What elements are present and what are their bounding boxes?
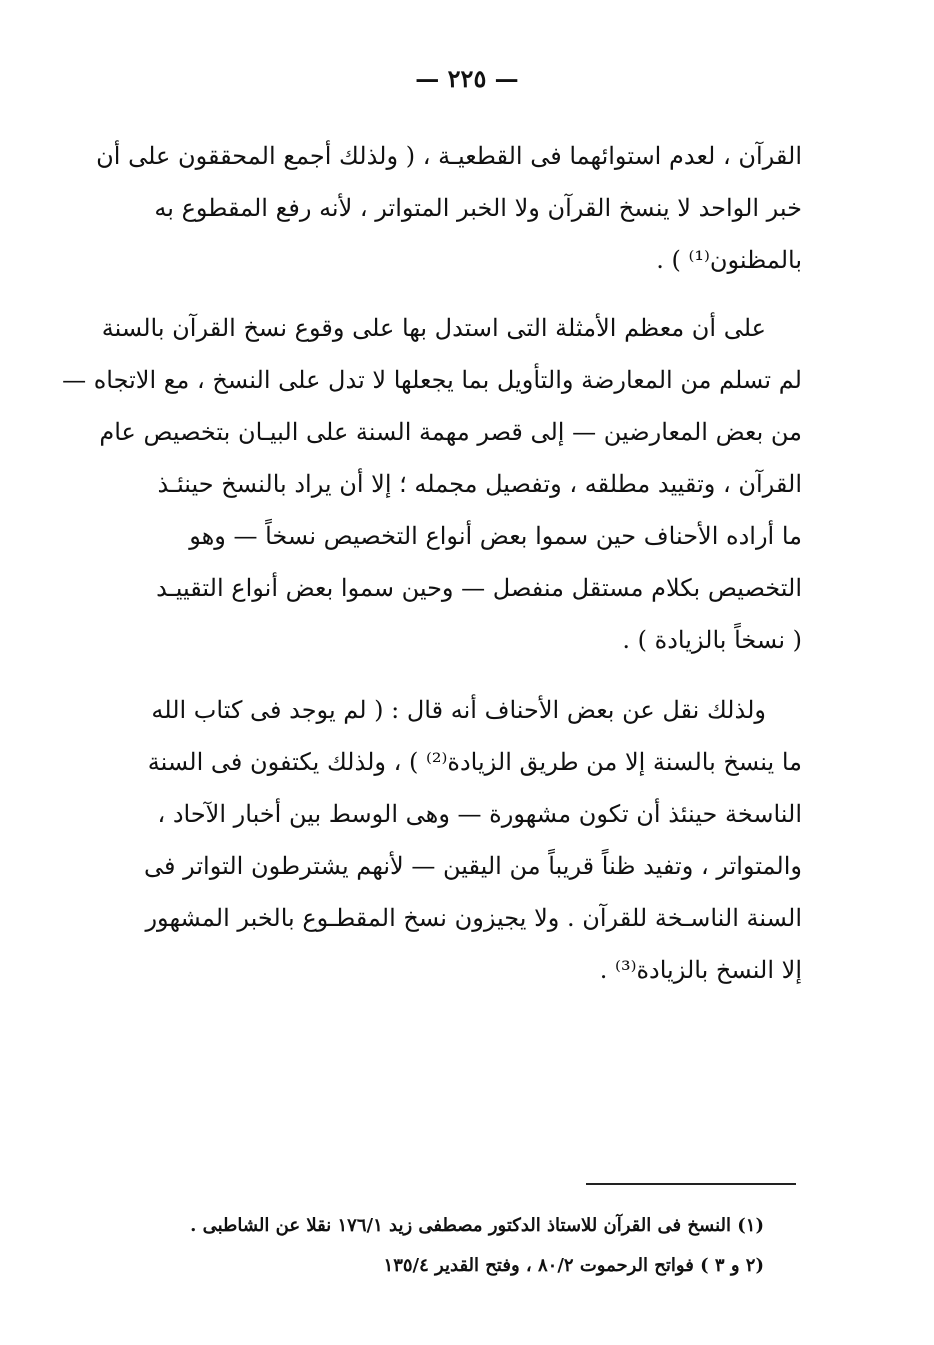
footnote-divider (586, 1183, 796, 1185)
text-line: والمتواتر ، وتفيد ظناً قريباً من اليقين — لأنهم يشترطون التواتر فى (144, 852, 802, 880)
paragraph-3 (102, 684, 802, 996)
text-line: السنة الناسـخة للقرآن . ولا يجيزون نسخ المقطـوع بالخبر المشهور (145, 904, 802, 932)
text-line: التخصيص بكلام مستقل منفصل — وحين سموا بعض أنواع التقييـد (156, 574, 802, 602)
text-line: ما ينسخ بالسنة إلا من طريق الزيادة⁽²⁾ ) ، ولذلك يكتفون فى السنة (147, 748, 802, 776)
paragraph-1 (96, 130, 802, 286)
text-line: القرآن ، لعدم استوائهما فى القطعيـة ، ( ولذلك أجمع المحققون على أن (96, 142, 802, 170)
paragraph-2 (62, 302, 802, 666)
text-line: لم تسلم من المعارضة والتأويل بما يجعلها لا تدل على النسخ ، مع الاتجاه — (62, 366, 802, 394)
text-line: بالمظنون⁽¹⁾ ) . (656, 246, 802, 274)
text-line: على أن معظم الأمثلة التى استدل بها على وقوع نسخ القرآن بالسنة (101, 314, 766, 342)
text-line: ( نسخاً بالزيادة ) . (622, 626, 802, 654)
text-line: من بعض المعارضين — إلى قصر مهمة السنة على البيـان بتخصيص عام (99, 418, 802, 446)
text-line: ما أراده الأحناف حين سموا بعض أنواع التخصيص نسخاً — وهو (189, 522, 802, 550)
text-line: خبر الواحد لا ينسخ القرآن ولا الخبر المتواتر ، لأنه رفع المقطوع به (154, 194, 802, 222)
text-line: إلا النسخ بالزيادة⁽³⁾ . (599, 956, 802, 984)
text-line: ولذلك نقل عن بعض الأحناف أنه قال : ( لم يوجد فى كتاب الله (151, 696, 766, 724)
text-line: الناسخة حينئذ أن تكون مشهورة — وهى الوسط بين أخبار الآحاد ، (157, 800, 802, 828)
footnote-1: (١) النسخ فى القرآن للاستاذ الدكتور مصطفى زيد ١٧٦/١ نقلا عن الشاطبى . (190, 1215, 764, 1236)
text-line: القرآن ، وتقييد مطلقه ، وتفصيل مجمله ؛ إلا أن يراد بالنسخ حينئـذ (157, 470, 802, 498)
page-number: — ٢٢٥ — (415, 64, 519, 93)
footnotes (144, 1206, 764, 1286)
footnote-2-3: (٢ و ٣ ) فواتح الرحموت ٨٠/٢ ، وفتح القدير ١٣٥/٤ (383, 1255, 764, 1276)
